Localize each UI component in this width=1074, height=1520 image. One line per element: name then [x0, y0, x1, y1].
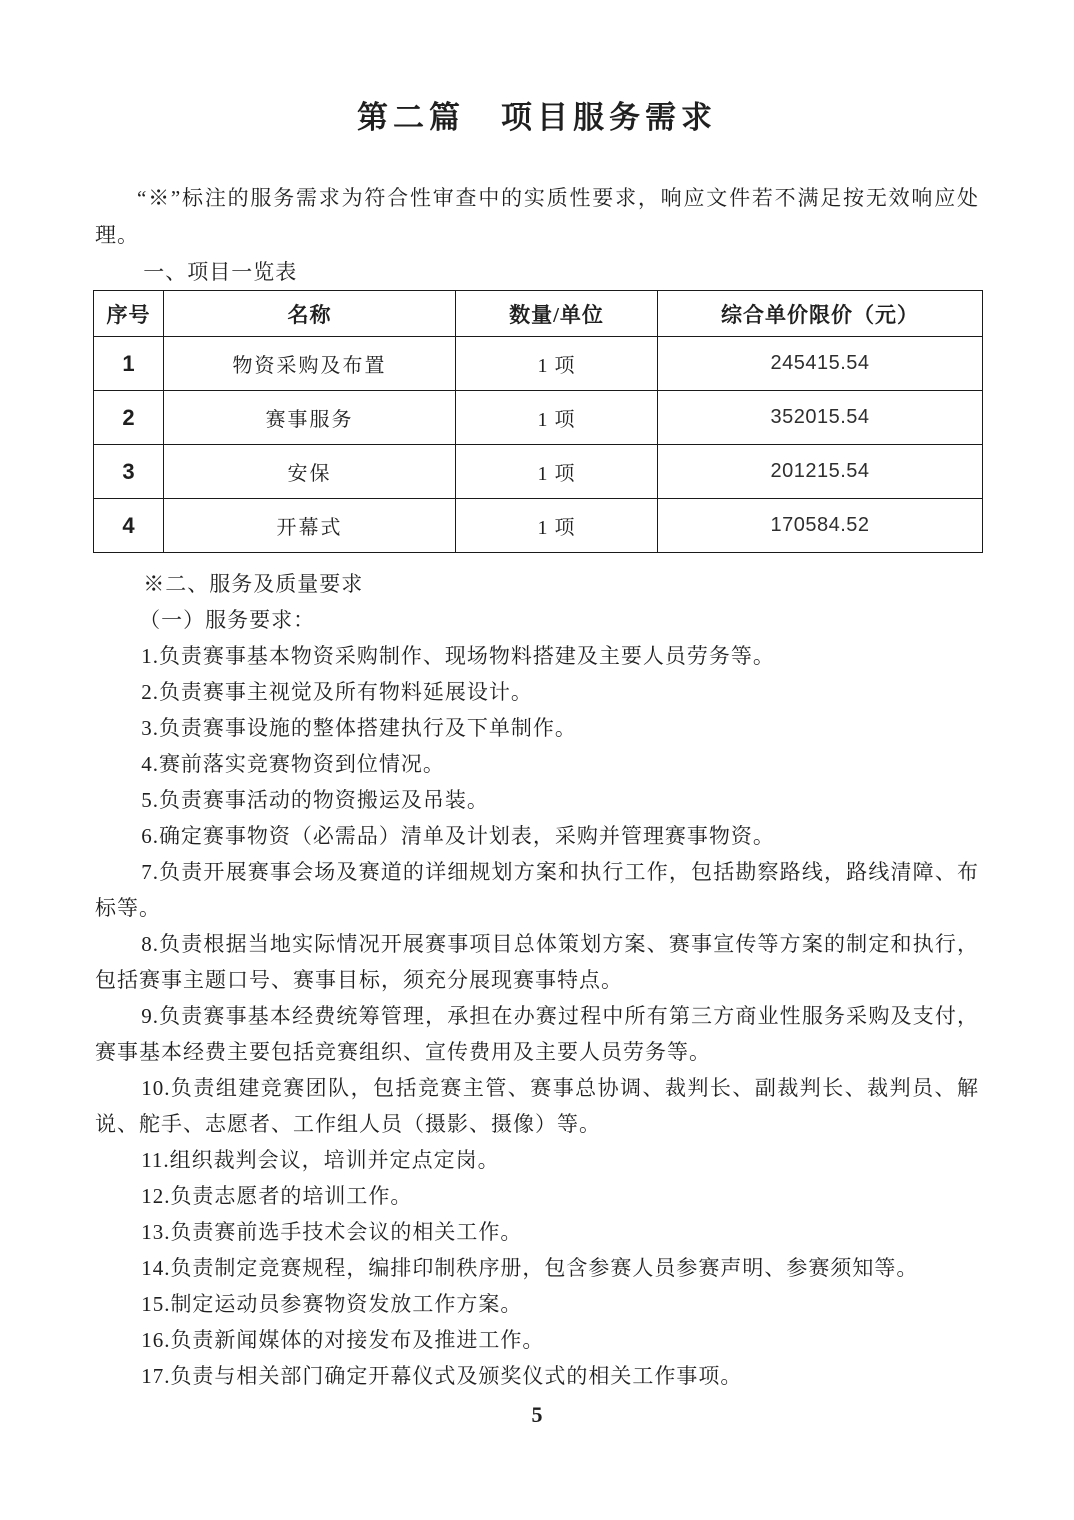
- project-overview-table: [93, 290, 983, 553]
- service-item-5: 5.负责赛事活动的物资搬运及吊装。: [141, 788, 489, 812]
- service-item-13: 13.负责赛前选手技术会议的相关工作。: [141, 1220, 523, 1244]
- service-item-15: 15.制定运动员参赛物资发放工作方案。: [141, 1292, 523, 1316]
- page-number: 5: [531, 1402, 543, 1427]
- row-no: 1: [94, 337, 164, 391]
- column-header-no: 序号: [94, 291, 164, 337]
- service-item-12: 12.负责志愿者的培训工作。: [141, 1184, 413, 1208]
- service-item-11: 11.组织裁判会议，培训并定点定岗。: [141, 1148, 500, 1172]
- row-name: 安保: [164, 445, 456, 499]
- intro-paragraph: “※”标注的服务需求为符合性审查中的实质性要求，响应文件若不满足按无效响应处理。: [95, 186, 979, 247]
- service-item-4: 4.赛前落实竞赛物资到位情况。: [141, 752, 445, 776]
- table-row: [94, 391, 983, 445]
- row-price: 201215.54: [658, 445, 983, 499]
- row-no: 3: [94, 445, 164, 499]
- table-header-row: [94, 291, 983, 337]
- service-item-14: 14.负责制定竞赛规程，编排印制秩序册，包含参赛人员参赛声明、参赛须知等。: [141, 1256, 919, 1280]
- service-item-6: 6.确定赛事物资（必需品）清单及计划表，采购并管理赛事物资。: [141, 824, 775, 848]
- table-row: [94, 445, 983, 499]
- service-item-16: 16.负责新闻媒体的对接发布及推进工作。: [141, 1328, 545, 1352]
- service-item-17: 17.负责与相关部门确定开幕仪式及颁奖仪式的相关工作事项。: [141, 1364, 743, 1388]
- column-header-qty: 数量/单位: [456, 291, 658, 337]
- row-qty: 1 项: [456, 391, 658, 445]
- row-qty: 1 项: [456, 445, 658, 499]
- table-row: [94, 499, 983, 553]
- row-price: 352015.54: [658, 391, 983, 445]
- row-name: 物资采购及布置: [164, 337, 456, 391]
- section-one-heading: 一、项目一览表: [143, 260, 298, 284]
- section-two-subheading: （一）服务要求：: [139, 608, 316, 632]
- table-row: [94, 337, 983, 391]
- row-no: 4: [94, 499, 164, 553]
- row-qty: 1 项: [456, 337, 658, 391]
- row-qty: 1 项: [456, 499, 658, 553]
- column-header-price: 综合单价限价（元）: [658, 291, 983, 337]
- service-item-2: 2.负责赛事主视觉及所有物料延展设计。: [141, 680, 533, 704]
- row-price: 245415.54: [658, 337, 983, 391]
- row-name: 开幕式: [164, 499, 456, 553]
- row-name: 赛事服务: [164, 391, 456, 445]
- service-item-10: 10.负责组建竞赛团队，包括竞赛主管、赛事总协调、裁判长、副裁判长、裁判员、解说、舵手、志愿者、工作组人员（摄影、摄像）等。: [95, 1076, 979, 1136]
- service-item-7: 7.负责开展赛事会场及赛道的详细规划方案和执行工作，包括勘察路线，路线清障、布标等。: [95, 860, 979, 920]
- service-item-9: 9.负责赛事基本经费统筹管理，承担在办赛过程中所有第三方商业性服务采购及支付，赛事基本经费主要包括竞赛组织、宣传费用及主要人员劳务等。: [95, 1004, 979, 1064]
- row-price: 170584.52: [658, 499, 983, 553]
- column-header-name: 名称: [164, 291, 456, 337]
- row-no: 2: [94, 391, 164, 445]
- page-title: 第二篇 项目服务需求: [357, 100, 717, 135]
- service-item-1: 1.负责赛事基本物资采购制作、现场物料搭建及主要人员劳务等。: [141, 644, 775, 668]
- section-two-heading: ※二、服务及质量要求: [143, 572, 364, 596]
- service-item-8: 8.负责根据当地实际情况开展赛事项目总体策划方案、赛事宣传等方案的制定和执行，包括赛事主题口号、赛事目标，须充分展现赛事特点。: [95, 932, 979, 992]
- service-item-3: 3.负责赛事设施的整体搭建执行及下单制作。: [141, 716, 577, 740]
